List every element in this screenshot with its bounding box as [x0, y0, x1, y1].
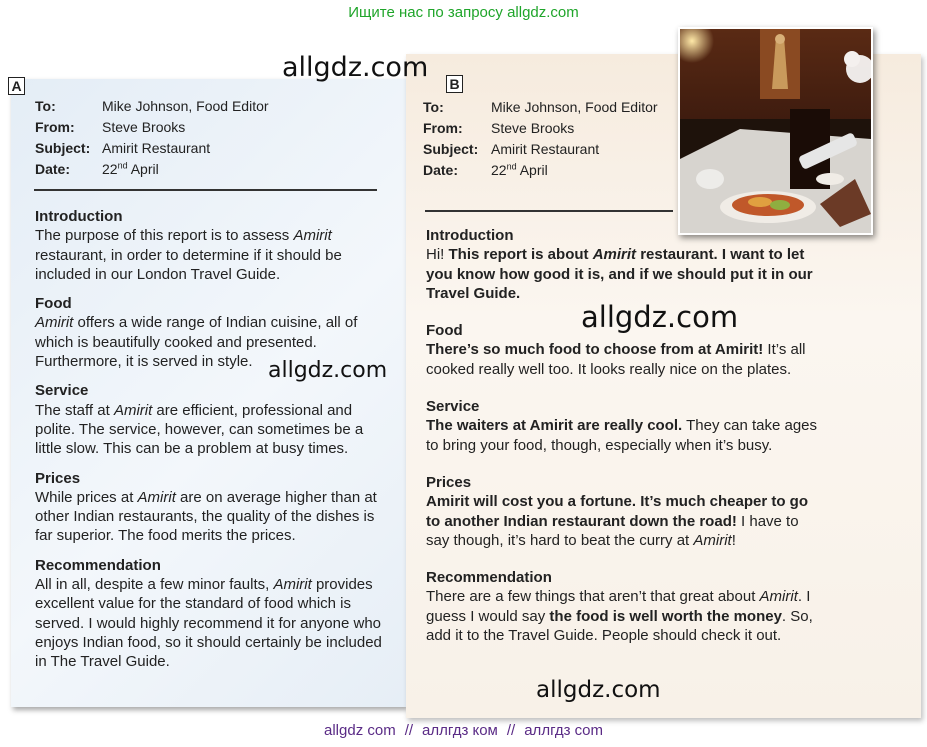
memo-date-label: Date:	[423, 162, 459, 178]
report-b-prices	[426, 473, 821, 550]
memo-to-value: Mike Johnson, Food Editor	[491, 99, 658, 115]
memo-date-label: Date:	[35, 161, 71, 177]
watermark: allgdz.com	[282, 52, 429, 83]
memo-from-label: From:	[35, 119, 75, 135]
report-a-introduction	[35, 207, 390, 284]
report-b-divider	[425, 210, 673, 212]
report-b-body	[426, 226, 821, 645]
bottom-banner-separator: //	[506, 722, 516, 739]
memo-from-label: From:	[423, 120, 463, 136]
report-a-memo-header	[35, 96, 269, 180]
bottom-banner-separator: //	[404, 722, 414, 739]
bottom-banner-item: аллгдз com	[524, 722, 603, 739]
watermark: allgdz.com	[581, 300, 739, 334]
section-text: The waiters at Amirit are really cool. They can take ages to bring your food, though, especially when it’s busy.	[426, 417, 818, 454]
section-text: The staff at Amirit are efficient, professional and polite. The service, however, can sometimes be a little slow. This can be a problem at busy times.	[35, 401, 364, 458]
section-heading: Prices	[35, 469, 81, 487]
memo-subject-value: Amirit Restaurant	[491, 141, 600, 157]
memo-subject-label: Subject:	[423, 141, 479, 157]
restaurant-dish-image	[680, 29, 871, 233]
section-text: The purpose of this report is to assess Amirit restaurant, in order to determine if it should be included in our London Travel Guide.	[35, 227, 342, 283]
section-text: All in all, despite a few minor faults, Amirit provides excellent value for the standard of food which is served. I would highly recommend it for anyone who enjoys Indian food, so it should certainly be included in The Travel Guide.	[35, 576, 382, 671]
watermark: allgdz.com	[268, 358, 388, 383]
section-text: Hi! This report is about Amirit restaurant. I want to let you know how good it is, and if we should put it in our Travel Guide.	[426, 246, 813, 302]
section-heading: Service	[426, 398, 480, 416]
section-text: There’s so much food to choose from at Amirit! It’s all cooked really well too. It looks really nice on the plates.	[426, 341, 806, 378]
memo-subject-value: Amirit Restaurant	[102, 140, 211, 156]
section-heading: Prices	[426, 473, 472, 491]
section-text: While prices at Amirit are on average higher than at other Indian restaurants, the quality of the dishes is far superior. The food merits the prices.	[35, 488, 377, 545]
report-b-memo-header	[423, 97, 658, 181]
report-b-introduction	[426, 226, 821, 303]
report-b-recommendation	[426, 568, 821, 645]
section-text: Amirit offers a wide range of Indian cuisine, all of which is beautifully cooked and presented. Furthermore, it is served in style.	[35, 314, 358, 371]
memo-date-value: 22nd April	[102, 160, 159, 177]
section-text: There are a few things that aren’t that great about Amirit. I guess I would say the food is well worth the money. So, add it to the Travel Guide. People should check it out.	[426, 588, 813, 645]
report-b-label: B	[446, 75, 463, 93]
restaurant-photo	[678, 27, 873, 235]
section-text: Amirit will cost you a fortune. It’s much cheaper to go to another Indian restaurant down the road! I have to say though, it’s hard to beat the curry at Amirit!	[426, 493, 808, 549]
section-heading: Introduction	[35, 208, 123, 225]
bottom-banner	[0, 722, 927, 739]
memo-from-value: Steve Brooks	[102, 119, 186, 135]
bottom-banner-item: allgdz com	[324, 722, 396, 739]
memo-date-value: 22nd April	[491, 161, 548, 178]
report-a-service	[35, 381, 390, 458]
section-heading: Food	[426, 322, 463, 340]
memo-to-label: To:	[423, 99, 444, 115]
section-heading: Food	[35, 295, 72, 313]
section-heading: Service	[35, 382, 89, 400]
report-a-label: A	[8, 77, 25, 95]
bottom-banner-item: аллгдз ком	[422, 722, 498, 739]
report-a-body	[35, 207, 390, 672]
top-banner: Ищите нас по запросу allgdz.com	[348, 4, 579, 21]
report-b-service	[426, 397, 821, 455]
report-a-prices	[35, 469, 390, 546]
section-heading: Recommendation	[35, 556, 161, 574]
section-heading: Introduction	[426, 227, 514, 244]
report-a-recommendation	[35, 556, 390, 672]
memo-to-label: To:	[35, 98, 56, 114]
memo-to-value: Mike Johnson, Food Editor	[102, 98, 269, 114]
report-a-divider	[34, 189, 377, 191]
section-heading: Recommendation	[426, 569, 552, 587]
watermark: allgdz.com	[536, 677, 661, 703]
memo-from-value: Steve Brooks	[491, 120, 575, 136]
memo-subject-label: Subject:	[35, 140, 91, 156]
